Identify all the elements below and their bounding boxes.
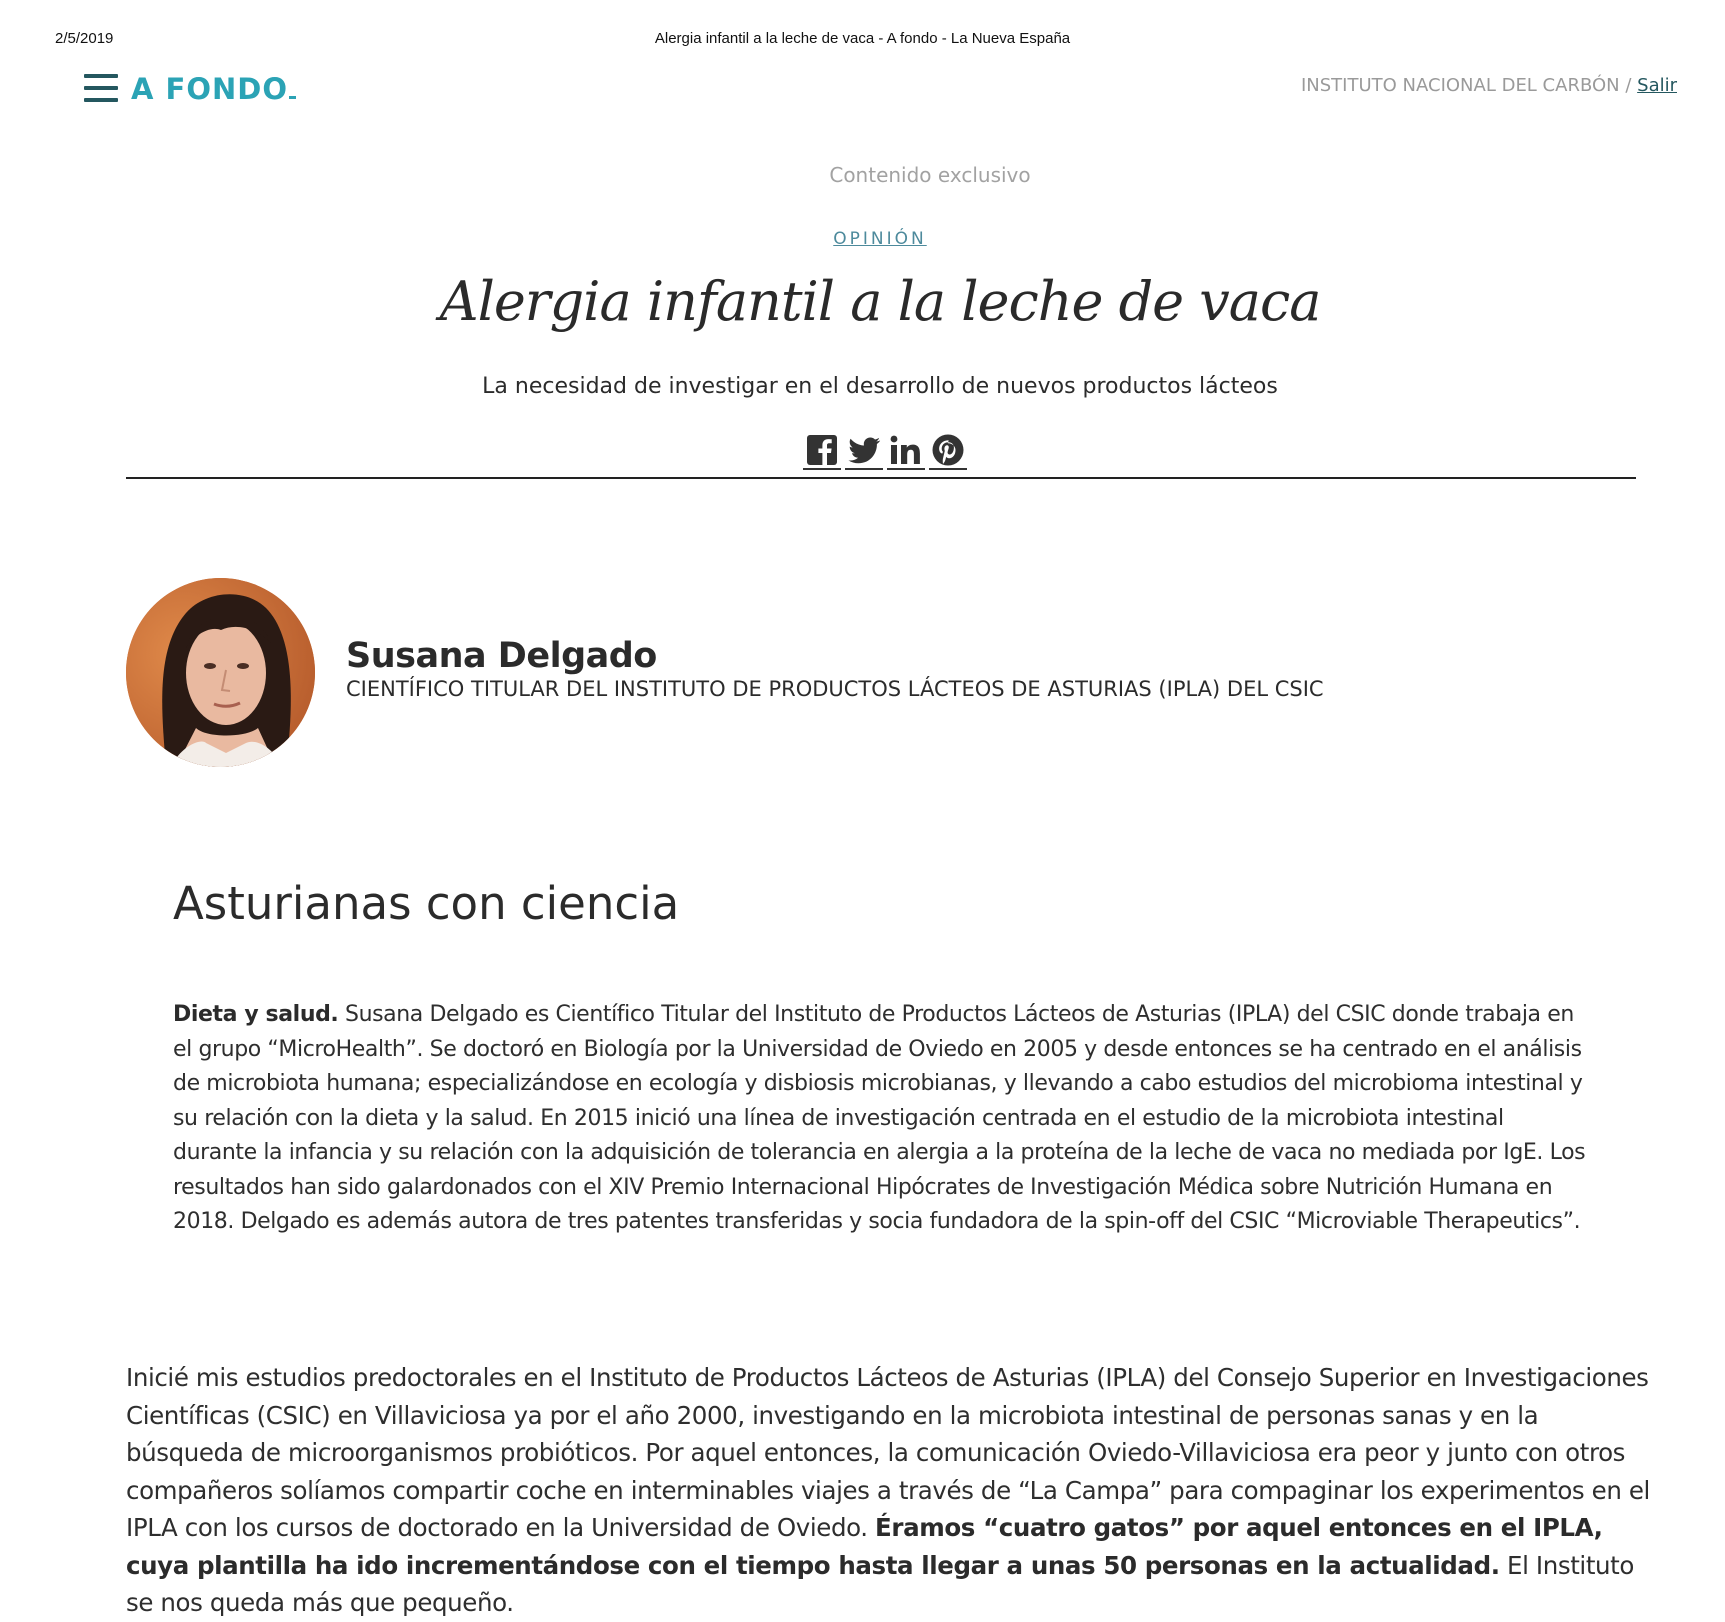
site-logo[interactable] xyxy=(131,72,296,106)
menu-bar xyxy=(84,74,118,78)
print-date: 2/5/2019 xyxy=(55,30,114,47)
body-text-highlight: Éramos “cuatro gatos” por aquel entonces en el IPLA, cuya plantilla ha ido incrementándose con el tiempo hasta llegar a unas 50 personas en la actualidad. xyxy=(126,1513,1603,1580)
facebook-share-button[interactable] xyxy=(803,432,841,470)
bio-box-title: Asturianas con ciencia xyxy=(173,877,680,930)
menu-bar xyxy=(84,98,118,102)
body-text-end: El Instituto se nos queda más que pequeño. xyxy=(126,1550,1634,1617)
facebook-icon xyxy=(805,433,839,467)
article-subheadline: La necesidad de investigar en el desarrollo de nuevos productos lácteos xyxy=(482,374,1278,399)
author-role: CIENTÍFICO TITULAR DEL INSTITUTO DE PRODUCTOS LÁCTEOS DE ASTURIAS (IPLA) DEL CSIC xyxy=(346,677,1324,701)
bio-body: Susana Delgado es Científico Titular del Instituto de Productos Lácteos de Asturias (IPLA) del CSIC donde trabaja en el grupo “MicroHealth”. Se doctoró en Biología por la Universidad de Oviedo en 2005 y desde entonces se ha centrado en el análisis de microbiota humana; especializándose en ecología y disbiosis microbianas, y llevando a cabo estudios del microbioma intestinal y su relación con la dieta y la salud. En 2015 inició una línea de investigación centrada en el estudio de la microbiota intestinal durante la infancia y su relación con la adquisición de tolerancia en alergia a la proteína de la leche de vaca no mediada por IgE. Los resultados han sido galardonados con el XIV Premio Internacional Hipócrates de Investigación Médica sobre Nutrición Humana en 2018. Delgado es además autora de tres patentes transferidas y socia fundadora de la spin-off del CSIC “Microviable Therapeutics”. xyxy=(173,1002,1586,1234)
bio-box-text xyxy=(173,998,1593,1240)
twitter-share-button[interactable] xyxy=(845,432,883,470)
section-link[interactable]: OPINIÓN xyxy=(833,229,927,249)
linkedin-icon xyxy=(889,433,923,467)
author-name: Susana Delgado xyxy=(346,636,657,676)
body-text-start: Inicié mis estudios predoctorales en el Instituto de Productos Lácteos de Asturias (IPLA) del Consejo Superior en Investigaciones Científicas (CSIC) en Villaviciosa ya por el año 2000, investigando en la microbiota intestinal de personas sanas y en la búsqueda de microorganismos probióticos. Por aquel entonces, la comunicación Oviedo-Villaviciosa era peor y junto con otros compañeros solíamos compartir coche en interminables viajes a través de “La Campa” para compaginar los experimentos en el IPLA con los cursos de doctorado en la Universidad de Oviedo. xyxy=(126,1363,1650,1542)
article-body-paragraph xyxy=(126,1359,1656,1622)
linkedin-share-button[interactable] xyxy=(887,432,925,470)
author-portrait xyxy=(126,578,315,767)
pinterest-icon xyxy=(931,433,965,467)
bio-lead: Dieta y salud. xyxy=(173,1002,339,1027)
share-bar xyxy=(803,430,967,472)
header-divider xyxy=(126,477,1636,479)
article-headline: Alergia infantil a la leche de vaca xyxy=(439,270,1321,333)
user-area xyxy=(1301,75,1677,96)
user-institution: INSTITUTO NACIONAL DEL CARBÓN / xyxy=(1300,75,1632,96)
logo-text: A FONDO xyxy=(131,72,288,106)
menu-bar xyxy=(84,86,118,90)
pinterest-share-button[interactable] xyxy=(929,432,967,470)
logout-link[interactable]: Salir xyxy=(1637,75,1677,96)
author-avatar xyxy=(126,578,315,767)
exclusive-label: Contenido exclusivo xyxy=(829,163,1031,187)
hamburger-menu-icon[interactable] xyxy=(84,74,118,104)
print-title: Alergia infantil a la leche de vaca - A fondo - La Nueva España xyxy=(654,30,1071,47)
twitter-icon xyxy=(847,433,881,467)
logo-dot xyxy=(289,96,296,99)
